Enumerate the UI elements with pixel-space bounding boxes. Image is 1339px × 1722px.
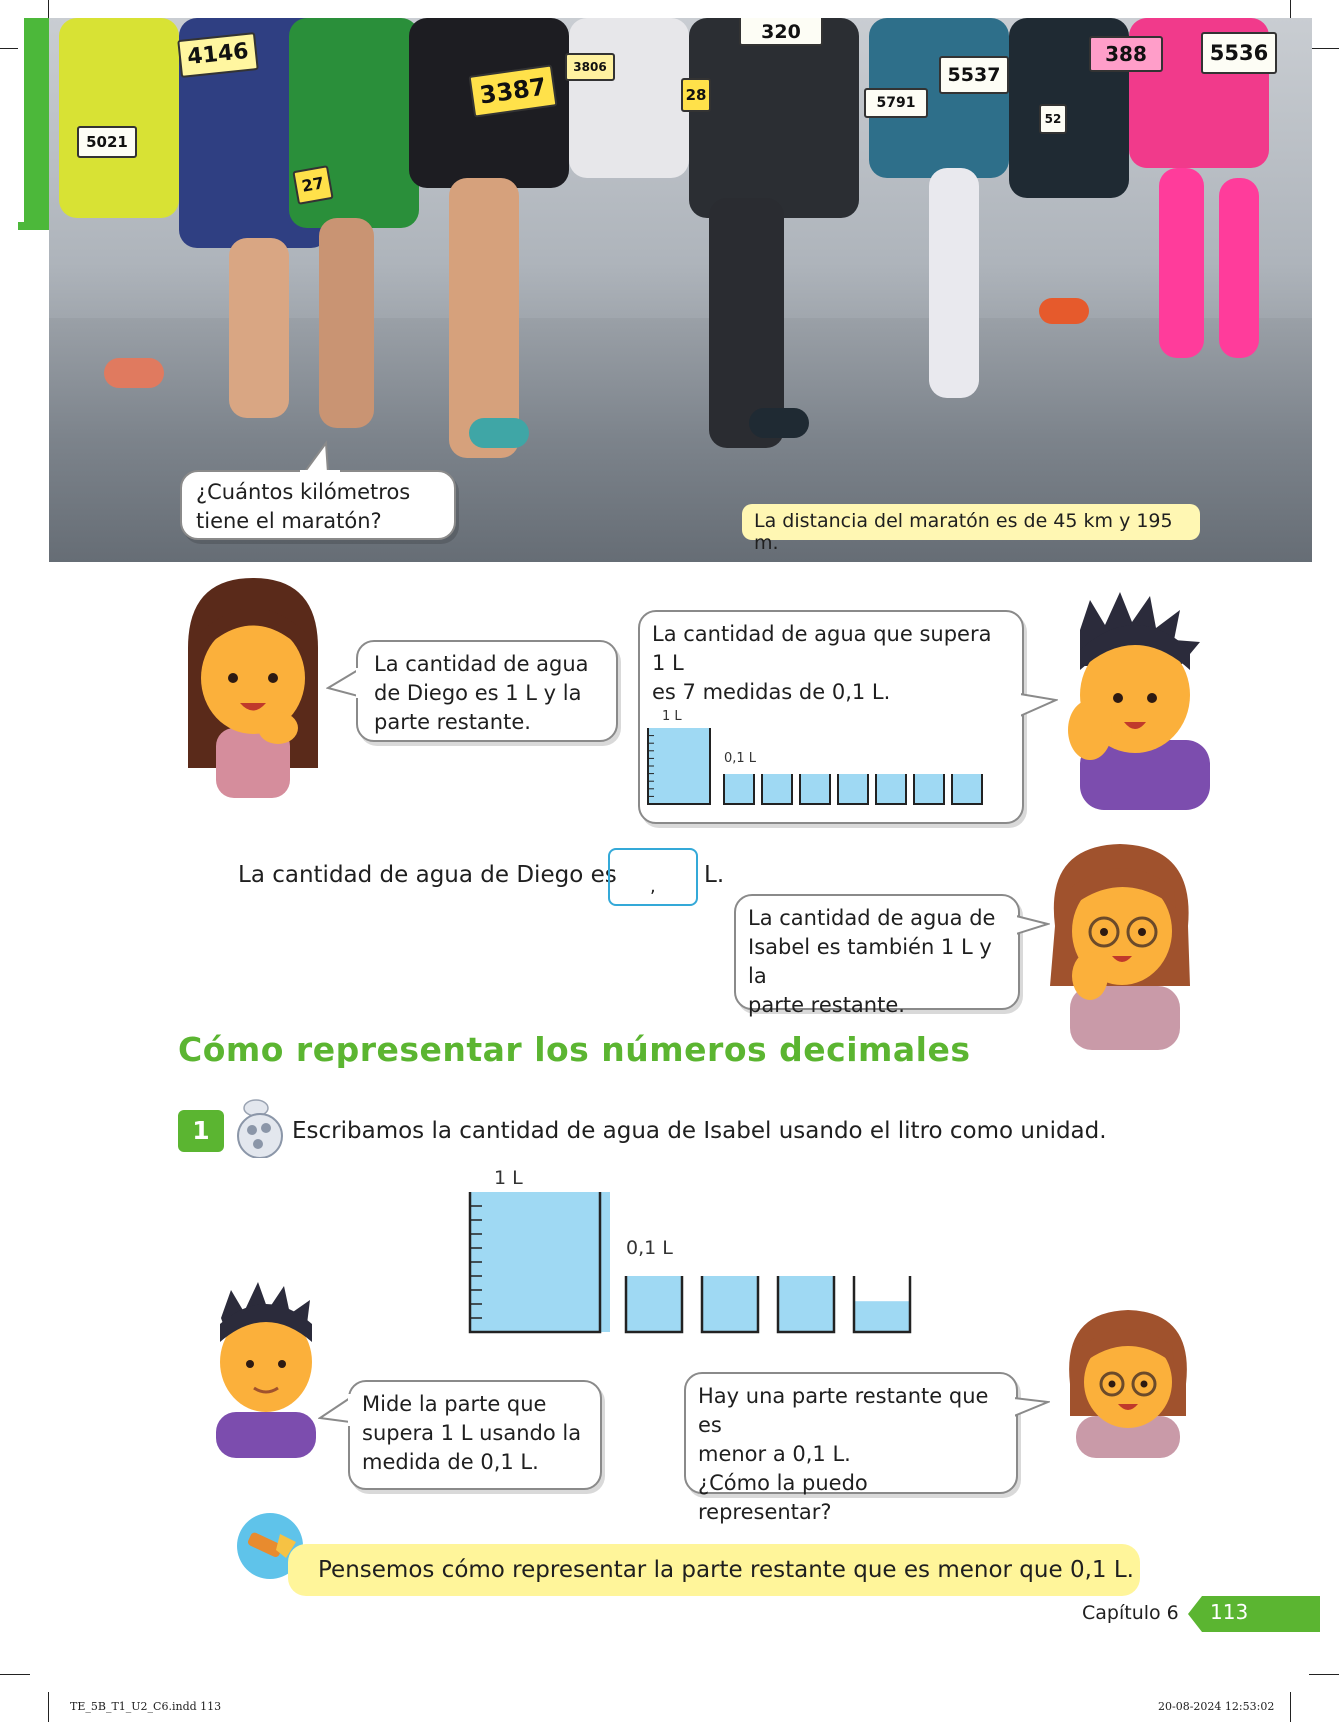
race-bib: 3387	[468, 64, 557, 117]
print-date: 20-08-2024 12:53:02	[1158, 1700, 1275, 1713]
race-bib: 388	[1089, 36, 1163, 72]
runner-shirt	[59, 18, 179, 218]
boy2-bubble-tail	[318, 1394, 352, 1426]
runner-shoe	[749, 408, 809, 438]
isabel-bubble	[734, 894, 1020, 1017]
race-bib: 5537	[939, 56, 1009, 94]
page-tab	[1188, 1596, 1320, 1632]
chapter-side-bar-line	[18, 222, 49, 230]
girl-bubble-line-2: de Diego es 1 L y la	[374, 681, 582, 705]
water-1l	[648, 728, 710, 804]
crop-mark	[1290, 1692, 1291, 1722]
girl2-bubble-line-2: menor a 0,1 L.	[698, 1442, 851, 1466]
girl2-character	[1058, 1306, 1198, 1458]
question-line-1: ¿Cuántos kilómetros	[196, 480, 411, 504]
label-1l: 1 L	[662, 709, 682, 724]
girl2-bubble	[684, 1372, 1018, 1524]
water-01l-large	[626, 1276, 682, 1332]
group-work-icon	[234, 1098, 284, 1158]
race-bib: 52	[1039, 104, 1067, 134]
crop-mark	[1309, 48, 1339, 49]
runner-leg	[229, 238, 289, 418]
distance-note: La distancia del maratón es de 45 km y 195 m.	[742, 504, 1200, 540]
file-slug: TE_5B_T1_U2_C6.indd 113	[70, 1700, 222, 1713]
hint-bar: Pensemos cómo representar la parte restante que es menor que 0,1 L.	[288, 1544, 1140, 1596]
girl-character	[178, 578, 328, 798]
water-01l	[952, 774, 982, 804]
label-01l: 0,1 L	[724, 751, 757, 766]
runner-leg	[449, 178, 519, 458]
water-01l	[914, 774, 944, 804]
water-01l	[724, 774, 754, 804]
runner-shoe	[1039, 298, 1089, 324]
girl-bubble	[356, 640, 618, 742]
boy-bubble-line-2: es 7 medidas de 0,1 L.	[652, 680, 891, 704]
girl2-bubble-line-1: Hay una parte restante que es	[698, 1384, 989, 1437]
runner-shoe	[104, 358, 164, 388]
race-bib: 5791	[864, 88, 928, 118]
race-bib: 27	[292, 165, 333, 205]
water-01l-large	[702, 1276, 758, 1332]
boy2-bubble-line-3: medida de 0,1 L.	[362, 1450, 539, 1474]
isabel-bubble-line-1: La cantidad de agua de	[748, 906, 996, 930]
diego-answer-box[interactable]	[608, 848, 698, 906]
water-01l	[800, 774, 830, 804]
question-line-2: tiene el maratón?	[196, 509, 382, 533]
question-bubble	[180, 470, 456, 540]
question-bubble-tail	[300, 440, 340, 474]
water-01l	[838, 774, 868, 804]
girl-bubble-line-3: parte restante.	[374, 710, 531, 734]
race-bib: 28	[681, 78, 711, 112]
runner-leg	[1219, 178, 1259, 358]
boy2-character	[206, 1282, 326, 1458]
decimal-comma: ,	[650, 876, 656, 897]
exercise-instruction: Escribamos la cantidad de agua de Isabel usando el litro como unidad.	[292, 1118, 1107, 1144]
runner-leg	[929, 168, 979, 398]
label-1l-large: 1 L	[494, 1167, 523, 1189]
crop-mark	[48, 1692, 49, 1722]
page-number: 113	[1210, 1600, 1249, 1624]
section-title: Cómo representar los números decimales	[178, 1030, 971, 1069]
race-bib: 320	[739, 18, 823, 46]
boy-character	[1040, 590, 1220, 810]
water-01l	[762, 774, 792, 804]
chapter-label: Capítulo 6	[1082, 1602, 1179, 1624]
crop-mark	[0, 1674, 30, 1675]
runner-shoe	[469, 418, 529, 448]
girl2-bubble-tail	[1012, 1392, 1050, 1422]
race-bib: 5536	[1201, 32, 1277, 74]
girl-bubble-tail	[326, 668, 360, 698]
boy2-bubble-line-1: Mide la parte que	[362, 1392, 547, 1416]
label-01l-large: 0,1 L	[626, 1237, 673, 1259]
chapter-side-bar-inner	[18, 18, 24, 230]
runner-leg	[319, 218, 374, 428]
isabel-bubble-line-3: parte restante.	[748, 993, 905, 1017]
runner-leg	[1159, 168, 1204, 358]
cups-diagram-small	[646, 700, 986, 810]
race-bib: 5021	[77, 126, 137, 158]
girl2-bubble-line-3: ¿Cómo la puedo representar?	[698, 1471, 868, 1524]
diego-sentence-suffix: L.	[704, 862, 725, 888]
water-1l-large	[470, 1192, 610, 1332]
water-01l-large	[778, 1276, 834, 1332]
exercise-number: 1	[178, 1110, 224, 1152]
isabel-character	[1040, 836, 1200, 1050]
water-partial	[854, 1301, 910, 1332]
boy-bubble-line-1: La cantidad de agua que supera 1 L	[652, 622, 992, 675]
runner-shirt	[569, 18, 689, 178]
race-bib: 3806	[565, 53, 615, 81]
girl-bubble-line-1: La cantidad de agua	[374, 652, 589, 676]
crop-mark	[1309, 1674, 1339, 1675]
cups-diagram-large	[460, 1162, 920, 1342]
isabel-bubble-line-2: Isabel es también 1 L y la	[748, 935, 992, 988]
race-bib: 4146	[177, 32, 259, 78]
diego-sentence-prefix: La cantidad de agua de Diego es	[238, 862, 617, 888]
boy2-bubble-line-2: supera 1 L usando la	[362, 1421, 582, 1445]
boy2-bubble	[348, 1380, 602, 1490]
water-01l	[876, 774, 906, 804]
